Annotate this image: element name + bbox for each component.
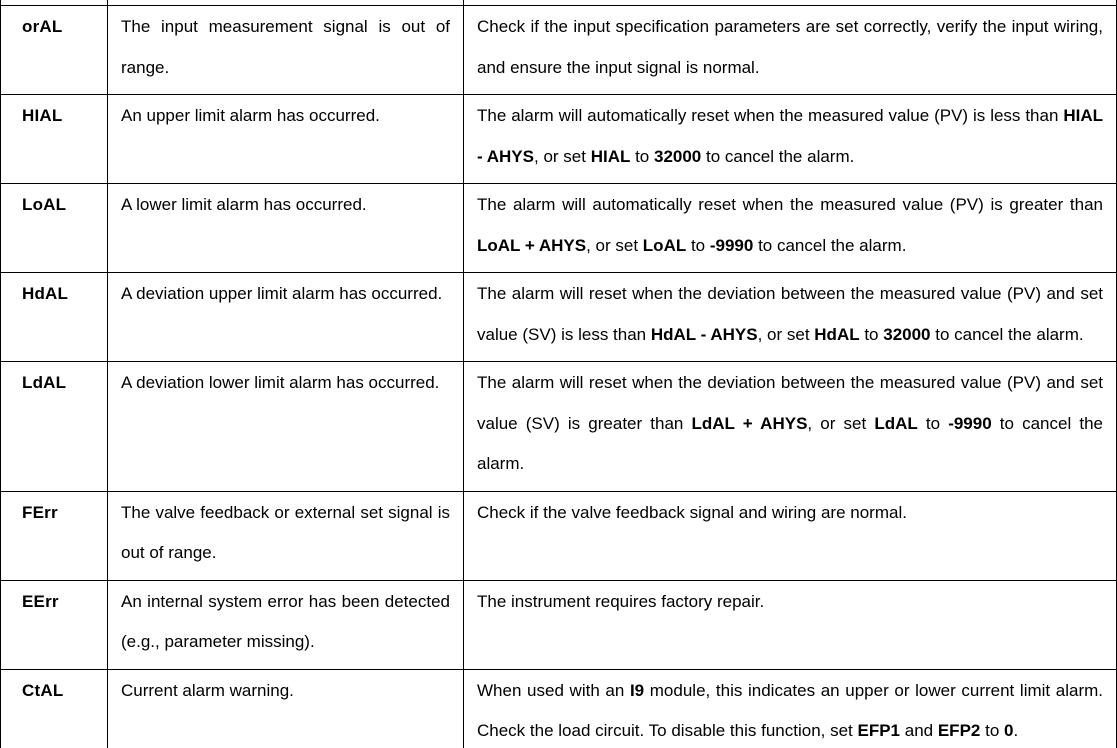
alarm-solution: When used with an I9 module, this indicates an upper or lower current limit alarm. Check the load circuit. To disable this function, set EFP1 and EFP2 to 0. [464, 669, 1117, 748]
alarm-code: LoAL [1, 184, 108, 273]
alarm-code: EErr [1, 580, 108, 669]
alarm-description: A deviation lower limit alarm has occurred. [108, 362, 464, 492]
alarm-code: HdAL [1, 273, 108, 362]
table-row [1, 184, 1117, 273]
alarm-code: FErr [1, 491, 108, 580]
alarm-solution: The alarm will reset when the deviation between the measured value (PV) and set value (SV) is greater than LdAL + AHYS, or set LdAL to -9990 to cancel the alarm. [464, 362, 1117, 492]
alarm-description: The input measurement signal is out of range. [108, 6, 464, 95]
alarm-solution: The instrument requires factory repair. [464, 580, 1117, 669]
alarm-description: The valve feedback or external set signal is out of range. [108, 491, 464, 580]
table-row [1, 362, 1117, 492]
alarm-solution: The alarm will reset when the deviation between the measured value (PV) and set value (SV) is less than HdAL - AHYS, or set HdAL to 32000 to cancel the alarm. [464, 273, 1117, 362]
alarm-code: LdAL [1, 362, 108, 492]
table-row [1, 580, 1117, 669]
alarm-code: HIAL [1, 95, 108, 184]
alarm-code: orAL [1, 6, 108, 95]
alarm-code: CtAL [1, 669, 108, 748]
alarm-description: Current alarm warning. [108, 669, 464, 748]
table-row [1, 6, 1117, 95]
alarm-description: An upper limit alarm has occurred. [108, 95, 464, 184]
table-row [1, 273, 1117, 362]
alarm-solution: Check if the input specification parameters are set correctly, verify the input wiring, and ensure the input signal is normal. [464, 6, 1117, 95]
alarm-description: An internal system error has been detected (e.g., parameter missing). [108, 580, 464, 669]
alarm-description: A lower limit alarm has occurred. [108, 184, 464, 273]
alarm-solution: The alarm will automatically reset when the measured value (PV) is less than HIAL - AHYS, or set HIAL to 32000 to cancel the alarm. [464, 95, 1117, 184]
table-row [1, 491, 1117, 580]
alarm-solution: The alarm will automatically reset when the measured value (PV) is greater than LoAL + AHYS, or set LoAL to -9990 to cancel the alarm. [464, 184, 1117, 273]
table-row [1, 669, 1117, 748]
alarm-solution: Check if the valve feedback signal and wiring are normal. [464, 491, 1117, 580]
table-row [1, 95, 1117, 184]
alarm-description: A deviation upper limit alarm has occurred. [108, 273, 464, 362]
